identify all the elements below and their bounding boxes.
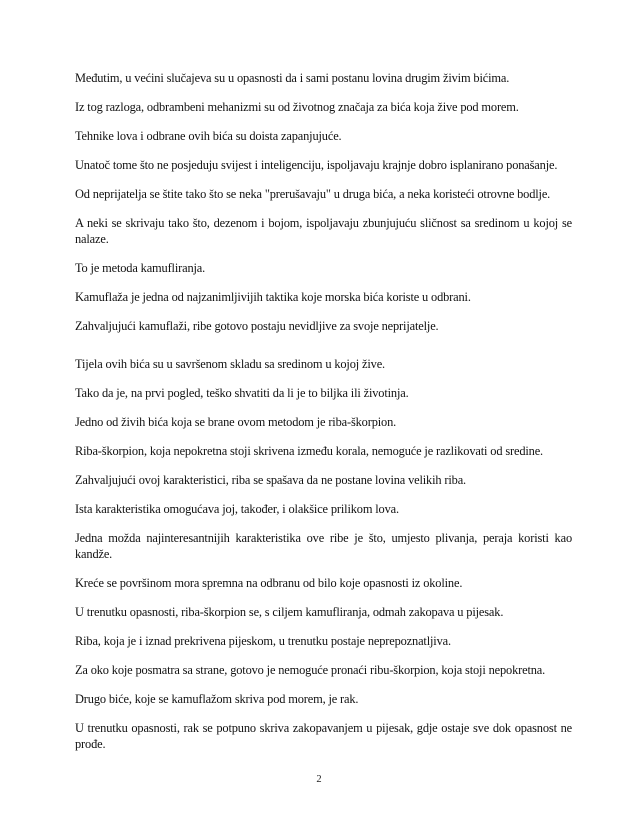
paragraph: Iz tog razloga, odbrambeni mehanizmi su od životnog značaja za bića koja žive pod morem.: [75, 100, 519, 114]
paragraph: Ista karakteristika omogućava joj, također, i olakšice prilikom lova.: [75, 502, 399, 516]
paragraph: Tehnike lova i odbrane ovih bića su doista zapanjujuće.: [75, 129, 342, 143]
paragraph: Od neprijatelja se štite tako što se neka "prerušavaju" u druga bića, a neka koristeći otrovne bodlje.: [75, 187, 551, 201]
paragraph: Zahvaljujući ovoj karakteristici, riba se spašava da ne postane lovina velikih riba.: [75, 473, 466, 487]
paragraph: Unatoč tome što ne posjeduju svijest i inteligenciju, ispoljavaju krajnje dobro isplanirano ponašanje.: [75, 158, 558, 172]
paragraph: Jedna možda najinteresantnijih karakteristika ove ribe je što, umjesto plivanja, peraja koristi kao kandže.: [75, 531, 572, 561]
paragraph: U trenutku opasnosti, rak se potpuno skriva zakopavanjem u pijesak, gdje ostaje sve dok opasnost ne prođe.: [75, 721, 572, 751]
paragraph: Jedno od živih bića koja se brane ovom metodom je riba-škorpion.: [75, 415, 397, 429]
paragraph: Riba-škorpion, koja nepokretna stoji skrivena između korala, nemoguće je razlikovati od sredine.: [75, 444, 544, 458]
paragraph: Tako da je, na prvi pogled, teško shvatiti da li je to biljka ili životinja.: [75, 386, 409, 400]
paragraph: Riba, koja je i iznad prekrivena pijeskom, u trenutku postaje neprepoznatljiva.: [75, 634, 451, 648]
paragraph: Drugo biće, koje se kamuflažom skriva pod morem, je rak.: [75, 692, 359, 706]
paragraph: Zahvaljujući kamuflaži, ribe gotovo postaju nevidljive za svoje neprijatelje.: [75, 319, 439, 333]
document-body: [75, 70, 572, 765]
page-number: 2: [316, 774, 322, 785]
paragraph: Tijela ovih bića su u savršenom skladu sa sredinom u kojoj žive.: [75, 357, 385, 371]
paragraph: A neki se skrivaju tako što, dezenom i bojom, ispoljavaju zbunjujuću sličnost sa sredinom u kojoj se nalaze.: [75, 216, 572, 246]
paragraph: Kreće se površinom mora spremna na odbranu od bilo koje opasnosti iz okoline.: [75, 576, 463, 590]
paragraph: Kamuflaža je jedna od najzanimljivijih taktika koje morska bića koriste u odbrani.: [75, 290, 471, 304]
paragraph: Za oko koje posmatra sa strane, gotovo je nemoguće pronaći ribu-škorpion, koja stoji nepokretna.: [75, 663, 546, 677]
paragraph: To je metoda kamufliranja.: [75, 261, 206, 275]
paragraph: Međutim, u većini slučajeva su u opasnosti da i sami postanu lovina drugim živim bićima.: [75, 71, 510, 85]
paragraph: U trenutku opasnosti, riba-škorpion se, s ciljem kamufliranja, odmah zakopava u pijesak.: [75, 605, 504, 619]
